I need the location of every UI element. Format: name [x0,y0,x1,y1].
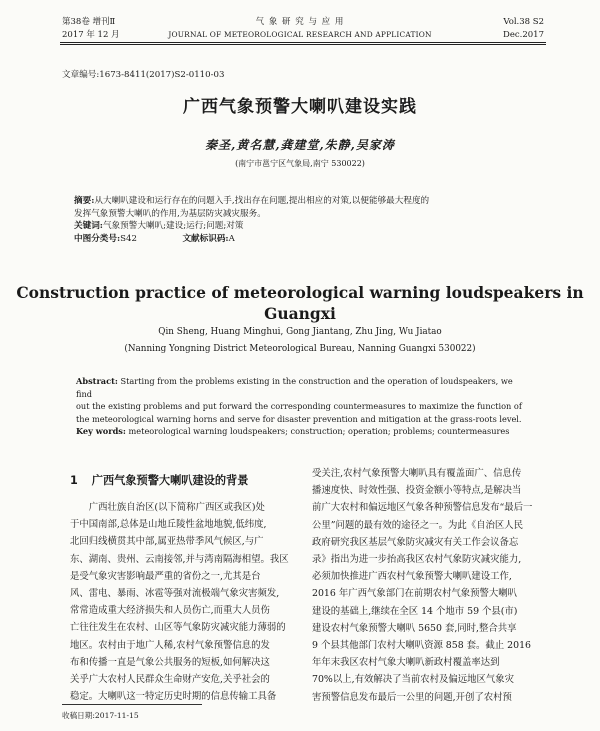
clc-value: S42 [120,233,137,244]
title-cn: 广西气象预警大喇叭建设实践 [183,97,417,117]
body-line: 于中国南部,总体是山地丘陵性盆地地貌,低纬度, [70,519,267,531]
keywords-cn: 气象预警大喇叭;建设;运行;问题;对策 [102,221,244,231]
abstract-cn-line: 发挥气象预警大喇叭的作用,为基层防灾减灾服务。 [74,208,266,219]
body-line: 建设农村气象预警大喇叭 5650 套,同时,整合共享 [312,622,517,634]
body-line: 害预警信息发布最后一公里的问题,开创了农村预 [312,691,512,703]
title-en-line: Guangxi [264,304,336,323]
header-date-cn: 2017 年 12 月 [62,30,120,40]
received-date: 收稿日期:2017-11-15 [62,711,139,720]
section-title: 广西气象预警大喇叭建设的背景 [91,474,249,487]
affiliation-en: (Nanning Yongning District Meteorological Bureau, Nanning Guangxi 530022) [124,344,476,354]
body-line: 亡往往发生在农村、山区等气象防灾减灾能力薄弱的 [70,622,286,634]
abstract-cn-label: 摘要: [74,196,95,206]
body-line: 录》指出为进一步抬高我区农村气象防灾减灾能力, [312,554,522,566]
header-volume-en: Vol.38 S2 [503,17,544,27]
body-line: 70%以上,有效解决了当前农村及偏远地区气象灾 [312,674,514,686]
header-rule [60,42,546,43]
body-line: 北回归线横贯其中部,属亚热带季风气候区,与广 [70,536,264,548]
body-line: 政府研究我区基层气象防灾减灾有关工作会议备忘 [312,536,519,548]
body-line: 9 个县其他部门农村大喇叭资源 858 套。截止 2016 [312,640,532,652]
keywords-en-label: Key words: [76,426,126,437]
body-line: 受关注,农村气象预警大喇叭具有覆盖面广、信息传 [312,468,522,479]
header-rule-2 [60,44,546,45]
doc-code-value: A [228,233,235,244]
body-line: 风、雷电、暴雨、冰雹等强对流极端气象灾害频发, [70,588,280,600]
clc-label: 中图分类号: [74,233,121,244]
body-line: 前广大农村和偏远地区气象各种预警信息发布“最后一 [312,502,533,514]
body-line: 是受气象灾害影响最严重的省份之一,尤其是台 [70,570,261,582]
body-line: 年年末我区农村气象大喇叭新政村覆盖率达到 [312,657,500,669]
abstract-cn-line: 从大喇叭建设和运行存在的问题入手,找出存在问题,提出相应的对策,以便能够最大程度的 [94,196,430,206]
right-column [312,465,546,706]
abstract-en [76,375,530,438]
section-number: 1 [70,474,78,487]
header-volume-cn: 第38卷 增刊Ⅱ [62,17,116,27]
abstract-en-line: out the existing problems and put forward the corresponding countermeasures to maximize the function of [76,401,522,412]
title-en-line: Construction practice of meteorological warning loudspeakers in [16,283,584,302]
abstract-en-line: the meteorological warning horns and serve for disaster prevention and mitigation at the grass-roots level. [76,413,522,424]
affiliation-cn: (南宁市邕宁区气象局,南宁 530022) [235,159,365,168]
section-heading [70,472,248,488]
doc-code-label: 文献标识码: [182,233,229,244]
body-line: 关乎广大农村人民群众生命财产安危,关乎社会的 [70,674,270,686]
body-line: 东、湖南、贵州、云南接邻,并与湾南隔海相望。我区 [70,553,289,565]
body-line: 2016 年广西气象部门在前期农村气象预警大喇叭 [312,588,517,600]
header-journal-en: JOURNAL OF METEOROLOGICAL RESEARCH AND APPLICATION [168,30,432,39]
body-line: 公里”问题的最有效的途径之一。为此《自治区人民 [312,519,524,531]
body-line: 常常造成重大经济损失和人员伤亡,而重大人员伤 [70,605,270,617]
body-line: 地区。农村由于地广人稀,农村气象预警信息的发 [70,639,270,651]
body-line: 布和传播一直是气象公共服务的短板,如何解决这 [70,656,270,668]
authors-en: Qin Sheng, Huang Minghui, Gong Jiantang, Zhu Jing, Wu Jiatao [158,327,442,337]
footnote-rule [62,704,202,705]
abstract-en-label: Abstract: [76,376,118,386]
body-line: 必须加快推进广西农村气象预警大喇叭建设工作, [312,571,512,583]
body-line: 建设的基础上,继续在全区 14 个地市 59 个县(市) [312,605,518,617]
header-journal-cn: 气 象 研 究 与 应 用 [255,17,345,27]
left-column [70,499,302,705]
keywords-en: meteorological warning loudspeakers; construction; operation; problems; countermeasures [128,426,510,437]
header-date-en: Dec.2017 [503,30,544,40]
authors-cn: 秦圣,黄名慧,龚建堂,朱静,吴家涛 [205,138,395,152]
body-line: 稳定。大喇叭这一特定历史时期的信息传输工具备 [70,691,277,703]
abstract-en-line: Starting from the problems existing in the construction and the operation of loudspeakers, we find [76,376,513,399]
body-line: 广西壮族自治区(以下简称广西区或我区)处 [88,502,265,513]
article-number: 文章编号:1673-8411(2017)S2-0110-03 [62,70,225,80]
body-line: 播速度快、时效性强、投资金额小等特点,是解决当 [312,485,522,497]
abstract-cn [74,195,530,245]
title-en [0,282,600,324]
keywords-cn-label: 关键词: [74,221,103,231]
